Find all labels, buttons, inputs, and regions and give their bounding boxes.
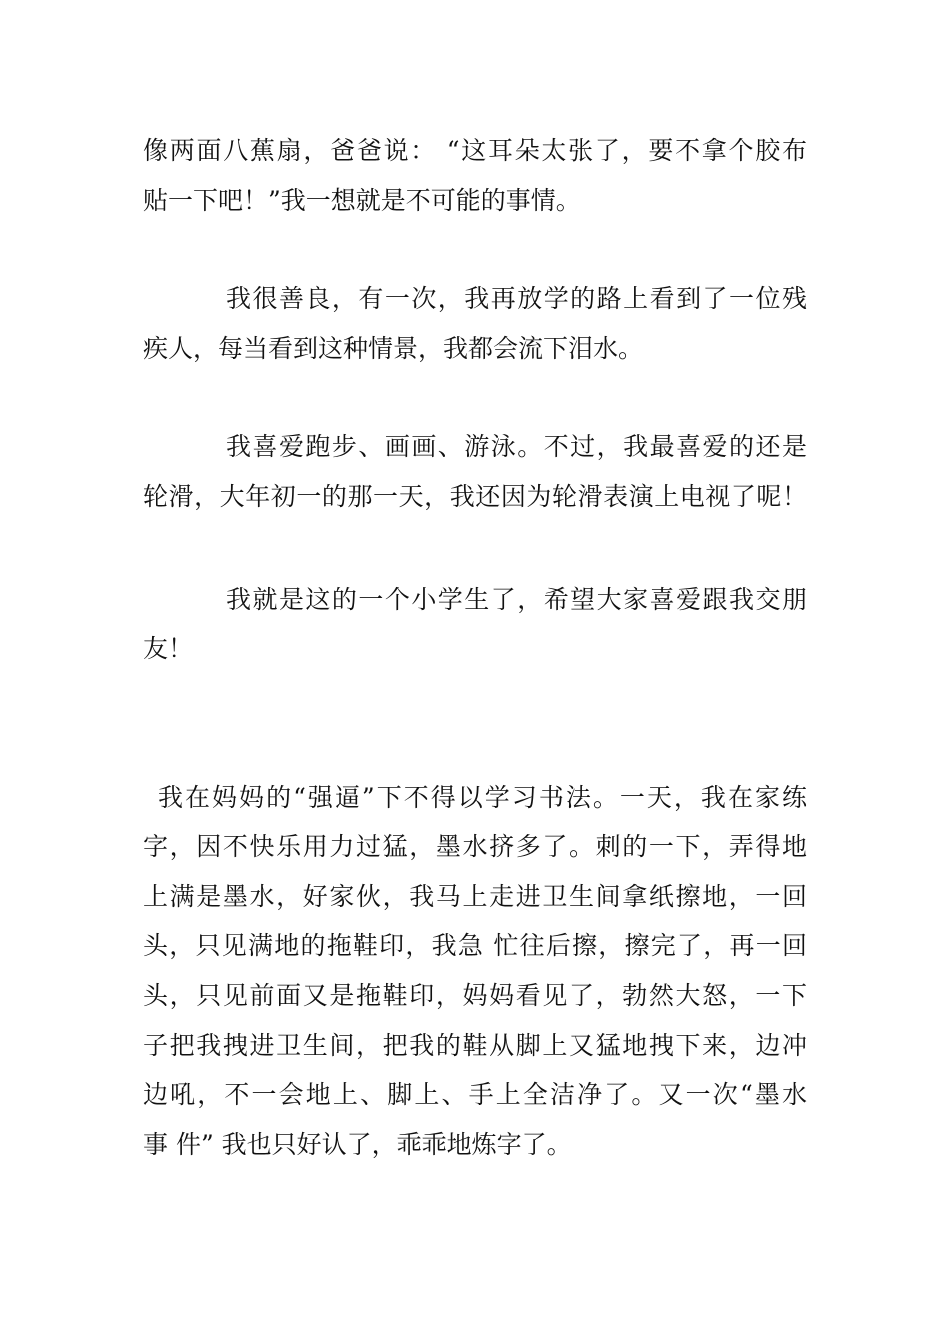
paragraph-1-line-2: 贴一下吧！”我一想就是不可能的事情。	[143, 186, 581, 215]
paragraph-5-line-5: 头，只见前面又是拖鞋印，妈妈看见了，勃然大怒，一下	[143, 981, 807, 1010]
paragraph-5-line-4: 头，只见满地的拖鞋印，我急 忙往后擦，擦完了，再一回	[143, 931, 807, 960]
paragraph-4-line-2: 友！	[143, 634, 194, 663]
paragraph-5-line-2: 字，因不快乐用力过猛，墨水挤多了。刺的一下，弄得地	[143, 832, 807, 861]
paragraph-2-line-1: 我很善良，有一次，我再放学的路上看到了一位残	[226, 284, 807, 313]
paragraph-2-line-2: 疾人，每当看到这种情景，我都会流下泪水。	[143, 334, 644, 363]
paragraph-3-line-1: 我喜爱跑步、画画、游泳。不过，我最喜爱的还是	[226, 432, 807, 461]
paragraph-5-line-8: 事 件” 我也只好认了，乖乖地炼字了。	[143, 1130, 572, 1159]
paragraph-3-line-2: 轮滑，大年初一的那一天，我还因为轮滑表演上电视了呢！	[143, 482, 807, 511]
paragraph-5-line-6: 子把我拽进卫生间，把我的鞋从脚上又猛地拽下来，边冲	[143, 1031, 807, 1060]
paragraph-5-line-1: 我在妈妈的“强逼”下不得以学习书法。一天，我在家练	[158, 783, 807, 812]
paragraph-4-line-1: 我就是这的一个小学生了，希望大家喜爱跟我交朋	[226, 585, 807, 614]
paragraph-1-line-1: 像两面八蕉扇，爸爸说： “这耳朵太张了，要不拿个胶布	[143, 136, 807, 165]
paragraph-5-line-7: 边吼，不一会地上、脚上、手上全洁净了。又一次“墨水	[143, 1080, 807, 1109]
paragraph-5-line-3: 上满是墨水，好家伙，我马上走进卫生间拿纸擦地，一回	[143, 882, 807, 911]
